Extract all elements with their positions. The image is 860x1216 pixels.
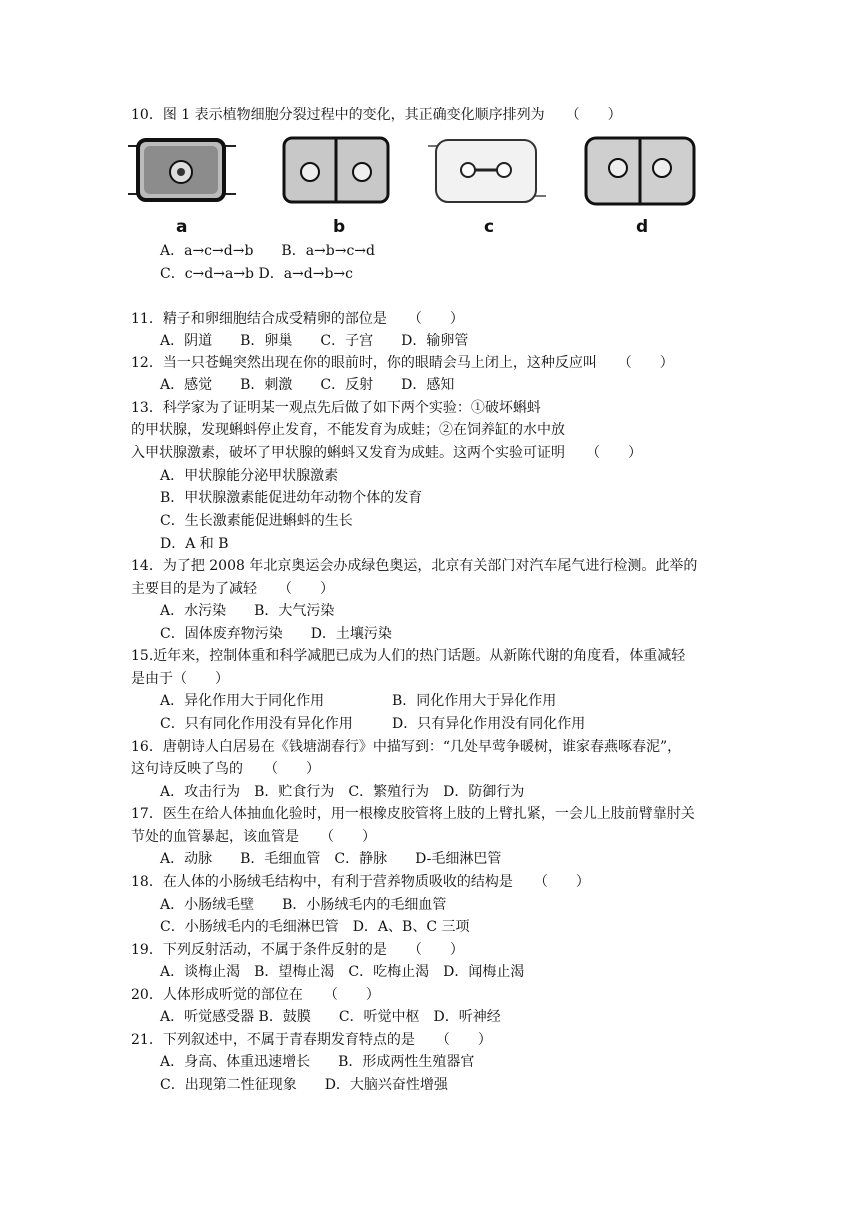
q21-options-1: A．身高、体重迅速增长 B．形成两性生殖器官	[160, 1054, 475, 1070]
q15-stem-2: 是由于（ ）	[131, 671, 229, 687]
q10-stem: 10．图 1 表示植物细胞分裂过程中的变化，其正确变化顺序排列为 （ ）	[131, 107, 622, 123]
q16-options: A．攻击行为 B．贮食行为 C．繁殖行为 D．防御行为	[160, 784, 525, 800]
figure-label-d: d	[636, 217, 649, 237]
cell-image-a	[128, 134, 236, 208]
q19-options: A．谈梅止渴 B．望梅止渴 C．吃梅止渴 D．闻梅止渴	[160, 964, 525, 980]
q13-option-a: A．甲状腺能分泌甲状腺激素	[160, 468, 339, 484]
q15-option-b: B．同化作用大于异化作用	[392, 693, 557, 709]
q13-option-b: B．甲状腺激素能促进幼年动物个体的发育	[160, 490, 423, 506]
figure-label-b: b	[333, 217, 346, 237]
q16-stem-2: 这句诗反映了鸟的 （ ）	[131, 761, 320, 777]
q18-options-2: C．小肠绒毛内的毛细淋巴管 D．A、B、C 三项	[160, 919, 470, 935]
q17-stem-1: 17．医生在给人体抽血化验时，用一根橡皮胶管将上肢的上臂扎紧，一会儿上肢前臂靠肘关	[131, 806, 695, 822]
q15-option-c: C．只有同化作用没有异化作用	[160, 716, 353, 732]
q19-stem: 19．下列反射活动，不属于条件反射的是 （ ）	[131, 942, 464, 958]
q21-options-2: C．出现第二性征现象 D．大脑兴奋性增强	[160, 1077, 448, 1093]
q13-option-c: C．生长激素能促进蝌蚪的生长	[160, 513, 353, 529]
cell-image-c	[428, 134, 546, 208]
q15-option-d: D．只有异化作用没有同化作用	[392, 716, 586, 732]
q14-options-2: C．固体废弃物污染 D．土壤污染	[160, 626, 392, 642]
q16-stem-1: 16．唐朝诗人白居易在《钱塘湖春行》中描写到：“几处早莺争暖树，谁家春燕啄春泥”，	[131, 739, 682, 755]
cell-image-d	[580, 134, 700, 208]
q15-option-a: A．异化作用大于同化作用	[160, 693, 325, 709]
q20-stem: 20．人体形成听觉的部位在 （ ）	[131, 987, 380, 1003]
q12-stem: 12．当一只苍蝇突然出现在你的眼前时，你的眼睛会马上闭上，这种反应叫 （ ）	[131, 355, 674, 371]
figure-label-a: a	[176, 217, 188, 237]
q20-options: A．听觉感受器 B．鼓膜 C．听觉中枢 D．听神经	[160, 1009, 501, 1025]
q13-option-d: D．A 和 B	[160, 536, 229, 552]
cell-image-b	[280, 134, 392, 208]
figure-label-c: c	[484, 217, 495, 237]
q10-options-1: A．a→c→d→b B．a→b→c→d	[160, 243, 376, 259]
q21-stem: 21．下列叙述中，不属于青春期发育特点的是 （ ）	[131, 1032, 492, 1048]
q11-options: A．阴道 B．卵巢 C．子宫 D．输卵管	[160, 333, 469, 349]
q13-stem-1: 13．科学家为了证明某一观点先后做了如下两个实验：①破坏蝌蚪	[131, 400, 541, 416]
q13-stem-2: 的甲状腺，发现蝌蚪停止发育，不能发育为成蛙；②在饲养缸的水中放	[131, 422, 565, 438]
q18-options-1: A．小肠绒毛壁 B．小肠绒毛内的毛细血管	[160, 897, 447, 913]
q18-stem: 18．在人体的小肠绒毛结构中，有利于营养物质吸收的结构是 （ ）	[131, 874, 590, 890]
q10-options-2: C．c→d→a→b D．a→d→b→c	[160, 266, 353, 282]
q13-stem-3: 入甲状腺激素，破坏了甲状腺的蝌蚪又发育为成蛙。这两个实验可证明 （ ）	[131, 445, 642, 461]
q17-options: A．动脉 B．毛细血管 C．静脉 D-毛细淋巴管	[160, 851, 502, 867]
q14-stem-1: 14．为了把 2008 年北京奥运会办成绿色奥运，北京有关部门对汽车尾气进行检测。此举的	[131, 558, 698, 574]
q14-stem-2: 主要目的是为了减轻 （ ）	[131, 581, 334, 597]
q15-stem-1: 15.近年来，控制体重和科学减肥已成为人们的热门话题。从新陈代谢的角度看，体重减轻	[131, 648, 686, 664]
q14-options-1: A．水污染 B．大气污染	[160, 603, 335, 619]
q12-options: A．感觉 B．刺激 C．反射 D．感知	[160, 377, 455, 393]
q11-stem: 11．精子和卵细胞结合成受精卵的部位是 （ ）	[131, 311, 464, 327]
q17-stem-2: 节处的血管暴起，该血管是 （ ）	[131, 829, 376, 845]
